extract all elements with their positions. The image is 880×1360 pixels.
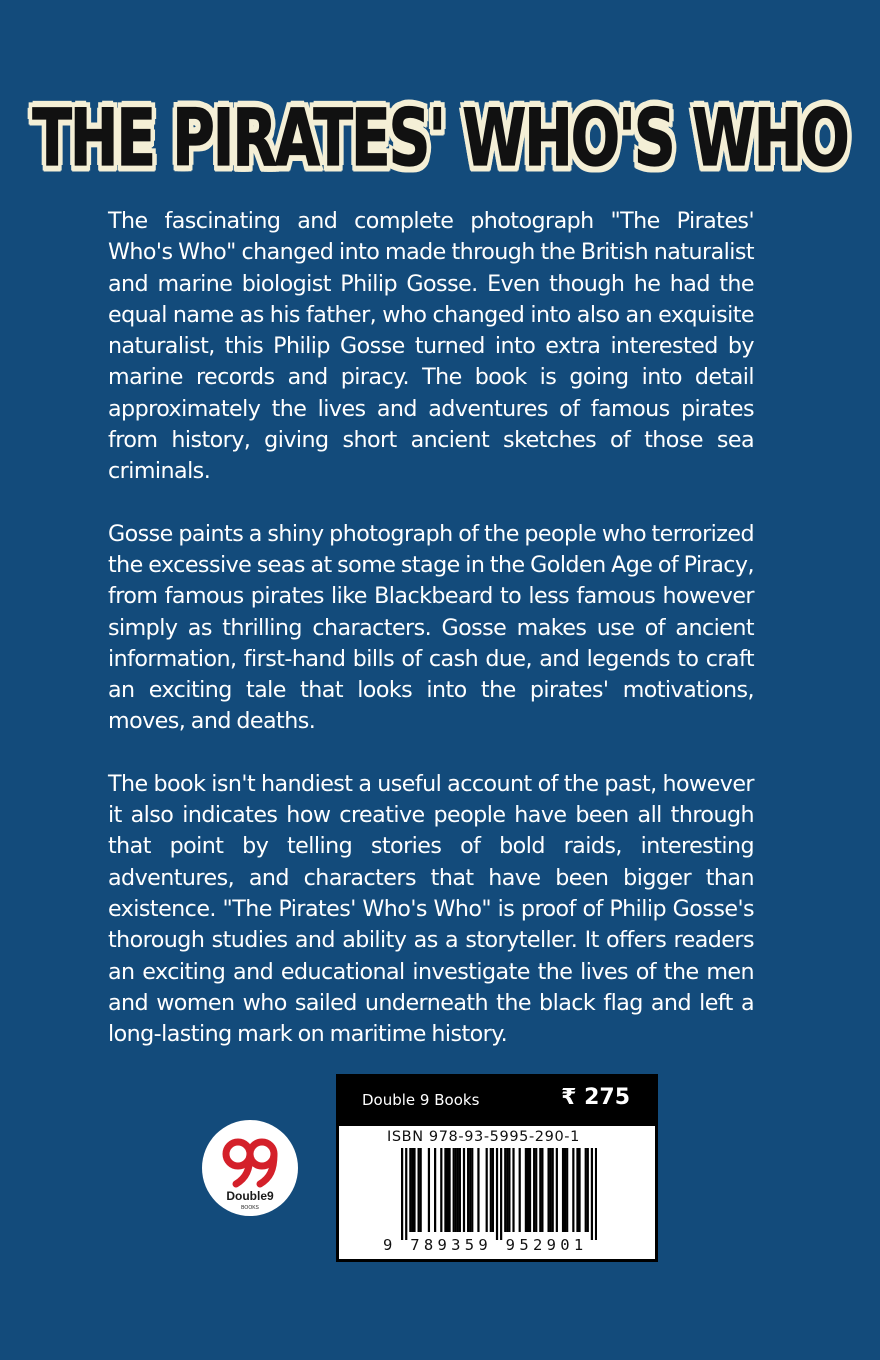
barcode-bar: [440, 1148, 442, 1232]
barcode-bar: [519, 1148, 521, 1232]
barcode-bar: [572, 1148, 574, 1232]
book-title: THE PIRATES' WHO'S WHO: [32, 92, 848, 184]
barcode-bar: [564, 1148, 566, 1232]
barcode-bar: [541, 1148, 543, 1232]
barcode-bar: [595, 1148, 597, 1240]
barcode-bar: [552, 1148, 554, 1232]
barcode-header: [336, 1074, 658, 1126]
barcode-bar: [486, 1148, 488, 1232]
barcode-bar: [411, 1148, 413, 1232]
barcode-bar: [405, 1148, 407, 1240]
barcode-bar: [529, 1148, 531, 1232]
blurb-paragraph-2: Gosse paints a shiny photograph of the people who terrorized the excessive seas at some stage in the Golden Age of Piracy, from famous pirates like Blackbeard to less famous however simply as thrilling characters. Gosse makes use of ancient information, first-hand bills of cash due, and legends to craft an exciting tale that looks into the pirates' motivations, moves, and deaths.: [108, 520, 754, 735]
barcode-bar: [492, 1148, 494, 1232]
barcode-bar: [457, 1148, 459, 1232]
barcode-bar: [547, 1148, 549, 1232]
ean-digits: 9 789359 952901: [383, 1236, 588, 1254]
barcode-bar: [413, 1148, 415, 1232]
logo-sub-text: BOOKS: [241, 1205, 259, 1211]
barcode-bar: [471, 1148, 473, 1232]
isbn-label: ISBN 978-93-5995-290-1: [387, 1129, 580, 1145]
barcode-bar: [455, 1148, 457, 1232]
barcode-bar: [477, 1148, 479, 1232]
double9-books-logo-icon: [202, 1120, 298, 1216]
logo-brand-text: Double9: [226, 1189, 274, 1203]
blurb-paragraph-1: The fascinating and complete photograph "The Pirates' Who's Who" changed into made through the British naturalist and marine biologist Philip Gosse. Even though he had the equal name as his father, who changed into also an exquisite naturalist, this Philip Gosse turned into extra interested by marine records and piracy. The book is going into detail approximately the lives and adventures of famous pirates from history, giving short ancient sketches of those sea criminals.: [108, 208, 754, 485]
book-blurb: [108, 206, 754, 1081]
barcode-bar: [591, 1148, 593, 1240]
barcode-bar: [446, 1148, 448, 1232]
barcode-bar: [496, 1148, 498, 1240]
ean-barcode: [401, 1148, 597, 1240]
publisher-name: Double 9 Books: [362, 1091, 480, 1109]
barcode-bar: [556, 1148, 558, 1232]
barcode-bar: [587, 1148, 589, 1232]
barcode-bar: [467, 1148, 469, 1232]
barcode-bar: [448, 1148, 450, 1232]
barcode-bar: [453, 1148, 455, 1232]
barcode-bar: [434, 1148, 436, 1232]
barcode-bar: [550, 1148, 552, 1232]
barcode-bar: [504, 1148, 506, 1232]
publisher-logo: [202, 1120, 298, 1216]
barcode-bar: [525, 1148, 527, 1232]
barcode-bar: [469, 1148, 471, 1232]
barcode-bar: [533, 1148, 535, 1232]
barcode-bar: [490, 1148, 492, 1232]
barcode-bar: [566, 1148, 568, 1232]
barcode-bar: [401, 1148, 403, 1240]
barcode-bar: [539, 1148, 541, 1232]
barcode-bar: [506, 1148, 508, 1232]
barcode-bar: [535, 1148, 537, 1232]
barcode-bar: [527, 1148, 529, 1232]
barcode-bar: [428, 1148, 430, 1232]
barcode-bar: [420, 1148, 422, 1232]
barcode-bar: [500, 1148, 502, 1240]
barcode-bar: [409, 1148, 411, 1232]
barcode-bar: [508, 1148, 510, 1232]
barcode-bar: [576, 1148, 578, 1232]
barcode-bar: [585, 1148, 587, 1232]
price-label: ₹ 275: [561, 1085, 630, 1110]
barcode-panel: [336, 1074, 658, 1262]
blurb-paragraph-3: The book isn't handiest a useful account of the past, however it also indicates how creative people have been all through that point by telling stories of bold raids, interesting adventures, and characters that have been bigger than existence. "The Pirates' Who's Who" is proof of Philip Gosse's thorough studies and ability as a storyteller. It offers readers an exciting and educational investigate the lives of the men and women who sailed underneath the black flag and left a long-lasting mark on maritime history.: [108, 770, 754, 1048]
barcode-bar: [578, 1148, 580, 1232]
barcode-bar: [463, 1148, 465, 1232]
barcode-area: [339, 1126, 655, 1259]
barcode-bar: [418, 1148, 420, 1232]
barcode-bar: [562, 1148, 564, 1232]
barcode-bar: [444, 1148, 446, 1232]
barcode-bar: [512, 1148, 514, 1232]
barcode-bar: [459, 1148, 461, 1232]
